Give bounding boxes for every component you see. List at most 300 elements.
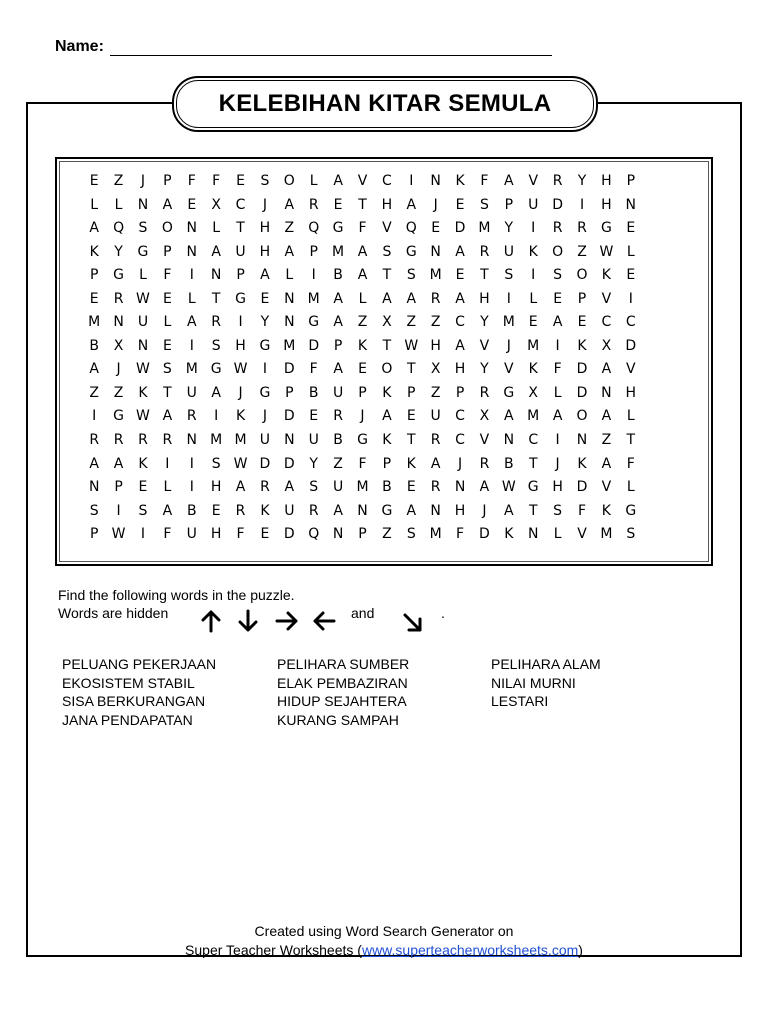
grid-letter: E [626,220,636,237]
grid-letter: I [628,290,633,307]
grid-letter: N [186,432,197,449]
grid-letter: C [381,173,392,189]
grid-letter: P [626,173,636,189]
grid-letter: W [599,243,614,260]
grid-letter: S [211,455,221,472]
grid-letter: N [284,432,295,449]
name-field [55,38,552,56]
word-item: SISA BERKURANGAN [62,693,206,709]
grid-letter: K [455,173,465,189]
grid-letter: P [89,267,99,284]
grid-letter: B [382,479,392,496]
grid-letter: A [235,479,246,496]
grid-letter: C [235,196,246,213]
grid-letter: A [504,173,514,189]
grid-letter: M [234,432,247,449]
grid-letter: A [284,243,295,260]
grid-row [82,311,692,335]
word-item: NILAI MURNI [491,674,576,691]
grid-letter: G [235,290,246,307]
grid-letter: K [357,337,368,354]
grid-row [82,523,692,547]
grid-letter: G [259,384,271,401]
grid-letter: U [186,384,197,401]
grid-letter: A [113,455,124,472]
grid-letter: H [601,196,612,213]
grid-letter: N [88,479,100,496]
grid-row [82,264,692,288]
grid-letter: T [382,337,392,354]
grid-row [82,335,692,359]
grid-letter: O [576,267,588,284]
grid-letter: B [333,267,343,284]
grid-letter: I [311,267,316,284]
grid-letter: R [430,432,441,449]
grid-letter: E [577,314,587,331]
grid-letter: I [555,432,560,449]
grid-letter: P [407,384,416,401]
grid-letter: E [309,408,319,425]
grid-letter: A [333,173,343,189]
grid-letter: N [601,384,612,401]
word-item: PELIHARA ALAM [491,656,601,672]
grid-letter: L [114,196,123,213]
grid-letter: J [262,196,267,213]
grid-letter: Y [260,314,270,331]
grid-letter: V [601,290,612,307]
grid-letter: D [576,361,588,378]
grid-letter: V [357,173,368,189]
grid-letter: U [332,384,344,401]
grid-letter: N [527,526,539,543]
grid-letter: F [309,361,318,378]
grid-letter: K [601,267,611,284]
grid-letter: A [333,290,343,307]
grid-letter: Y [577,173,587,189]
grid-letter: M [307,290,320,307]
grid-letter: N [430,502,441,519]
grid-letter: N [503,432,515,449]
grid-letter: A [162,196,173,213]
grid-letter: L [626,479,635,496]
grid-letter: G [210,361,222,378]
grid-letter: M [210,432,223,449]
grid-letter: W [136,408,150,425]
grid-letter: L [90,196,99,213]
grid-letter: V [479,337,490,354]
grid-letter: F [163,267,172,284]
grid-letter: A [406,196,417,213]
grid-letter: D [283,408,295,425]
grid-letter: M [478,220,491,237]
grid-letter: T [358,196,367,213]
grid-letter: A [162,408,173,425]
grid-letter: E [406,408,416,425]
grid-letter: S [260,173,270,189]
grid-letter: D [259,455,271,472]
grid-letter: D [576,384,588,401]
grid-letter: K [382,384,392,401]
grid-letter: A [455,290,465,307]
grid-letter: G [113,408,125,425]
grid-letter: R [89,432,100,449]
arrow-down-icon [235,608,261,634]
grid-letter: N [137,196,149,213]
grid-letter: C [455,408,465,425]
grid-letter: U [503,243,514,260]
grid-letter: H [235,337,246,354]
grid-letter: G [527,479,539,496]
grid-letter: J [262,408,267,425]
grid-letter: P [504,196,514,213]
grid-letter: R [211,314,222,331]
grid-letter: E [89,173,99,189]
grid-letter: G [625,502,637,519]
grid-letter: R [552,173,563,189]
grid-letter: L [212,220,221,237]
grid-letter: S [553,267,563,284]
grid-letter: U [430,408,441,425]
grid-letter: E [187,196,197,213]
footer-prefix: Super Teacher Worksheets ( [185,942,362,958]
grid-letter: A [382,408,392,425]
grid-letter: X [601,337,612,354]
grid-letter: A [211,384,221,401]
grid-letter: I [189,267,194,284]
grid-row [82,476,692,500]
grid-letter: J [555,455,560,472]
grid-letter: P [163,243,172,260]
grid-letter: N [284,314,295,331]
grid-letter: Y [309,455,318,472]
grid-letter: K [382,432,392,449]
grid-letter: F [163,526,172,543]
grid-letter: E [406,479,416,496]
grid-letter: N [284,290,295,307]
grid-row [82,382,692,406]
grid-letter: Z [284,220,295,237]
grid-letter: P [382,455,392,472]
grid-letter: A [601,361,612,378]
grid-letter: A [382,290,392,307]
grid-letter: V [601,479,612,496]
grid-letter: H [259,220,271,237]
arrow-right-icon [274,608,300,634]
grid-letter: Z [357,314,368,331]
grid-letter: S [211,337,221,354]
grid-letter: L [626,408,635,425]
grid-row [82,358,692,382]
grid-letter: E [528,314,538,331]
word-item: JANA PENDAPATAN [62,711,193,728]
grid-letter: T [236,220,245,237]
grid-letter: U [235,243,246,260]
grid-letter: S [309,479,319,496]
grid-letter: I [238,314,243,331]
grid-letter: I [189,337,194,354]
grid-letter: G [405,243,417,260]
grid-letter: Z [577,243,587,260]
grid-row [82,500,692,524]
grid-letter: K [601,502,611,519]
grid-letter: W [233,361,248,378]
grid-letter: V [626,361,636,378]
grid-letter: Z [113,173,124,189]
grid-letter: F [456,526,465,543]
grid-letter: Z [333,455,343,472]
grid-letter: F [358,220,367,237]
grid-letter: P [577,290,587,307]
grid-letter: E [333,196,343,213]
grid-letter: A [504,502,514,519]
grid-letter: L [309,173,318,189]
grid-letter: E [260,290,270,307]
grid-letter: M [527,337,540,354]
word-item: KURANG SAMPAH [277,711,399,728]
grid-letter: R [308,196,319,213]
grid-letter: E [626,267,636,284]
grid-letter: U [137,314,149,331]
word-item: HIDUP SEJAHTERA [277,693,407,709]
grid-letter: W [111,526,126,543]
word-list-column-3 [491,655,601,711]
instructions [58,586,295,605]
grid-letter: I [531,267,536,284]
grid-letter: W [404,337,419,354]
grid-letter: B [308,384,319,401]
grid-letter: A [406,290,417,307]
grid-letter: C [601,314,612,331]
grid-letter: D [576,479,588,496]
grid-letter: I [214,408,219,425]
grid-letter: N [430,173,441,189]
grid-letter: X [528,384,539,401]
grid-letter: M [600,526,613,543]
grid-letter: E [236,173,245,189]
grid-letter: O [381,361,393,378]
grid-letter: P [285,384,294,401]
grid-letter: J [506,337,511,354]
grid-letter: I [189,455,194,472]
grid-letter: E [89,290,99,307]
footer [0,922,768,960]
word-item: LESTARI [491,693,549,709]
grid-letter: A [479,479,490,496]
grid-row [82,405,692,429]
grid-letter: H [259,243,271,260]
grid-letter: A [455,243,465,260]
grid-letter: E [431,220,441,237]
grid-letter: N [186,243,197,260]
grid-letter: B [89,337,99,354]
grid-letter: L [285,267,294,284]
page-title: KELEBIHAN KITAR SEMULA [218,90,552,117]
grid-letter: Y [504,220,514,237]
grid-row [82,288,692,312]
grid-letter: S [406,267,416,284]
grid-letter: N [625,196,637,213]
grid-letter: D [552,196,563,213]
grid-letter: A [284,479,295,496]
grid-letter: A [552,314,563,331]
grid-letter: A [406,502,417,519]
grid-letter: A [89,361,99,378]
grid-letter: E [358,361,367,378]
grid-letter: V [528,173,539,189]
grid-letter: E [553,290,563,307]
word-list-column-1 [62,655,216,729]
footer-line-1: Created using Word Search Generator on [254,923,514,939]
grid-letter: G [357,432,368,449]
grid-letter: W [136,290,150,307]
arrow-down-right-icon [400,610,426,636]
grid-letter: A [186,314,197,331]
grid-letter: R [430,290,441,307]
grid-letter: O [161,220,173,237]
grid-letter: M [356,479,369,496]
grid-letter: K [138,384,148,401]
grid-letter: D [625,337,637,354]
arrow-up-icon [198,608,224,634]
grid-letter: P [309,243,318,260]
grid-letter: S [504,267,514,284]
grid-row [82,217,692,241]
grid-letter: I [409,173,414,189]
grid-letter: O [576,408,588,425]
grid-letter: W [501,479,516,496]
grid-letter: L [358,290,367,307]
grid-letter: Z [382,526,392,543]
grid-letter: M [332,243,345,260]
grid-row [82,453,692,477]
grid-letter: A [333,314,343,331]
grid-letter: G [600,220,612,237]
grid-letter: G [113,267,125,284]
grid-letter: S [553,502,563,519]
grid-letter: C [455,432,465,449]
grid-letter: W [233,455,248,472]
grid-letter: J [433,196,438,213]
grid-letter: U [308,432,319,449]
grid-letter: E [138,479,148,496]
grid-letter: V [479,432,490,449]
grid-letter: U [332,479,344,496]
grid-letter: H [601,173,612,189]
grid-letter: M [185,361,198,378]
grid-letter: X [479,408,490,425]
grid-letter: L [139,267,147,284]
grid-letter: R [138,432,148,449]
grid-letter: K [235,408,246,425]
grid-letter: E [260,526,270,543]
grid-letter: L [163,314,172,331]
grid-letter: U [284,502,295,519]
name-label: Name: [55,38,104,55]
grid-letter: Q [113,220,125,237]
grid-letter: A [552,408,563,425]
grid-letter: S [138,220,148,237]
grid-letter: Q [405,220,417,237]
grid-letter: N [113,314,124,331]
word-search-grid [82,170,692,547]
grid-letter: P [163,173,172,189]
grid-letter: T [211,290,221,307]
grid-letter: A [601,455,612,472]
grid-letter: H [210,479,222,496]
grid-letter: X [382,314,392,331]
grid-letter: E [455,196,465,213]
grid-letter: A [357,243,368,260]
grid-letter: P [358,526,367,543]
grid-letter: K [577,455,587,472]
grid-letter: U [259,432,271,449]
grid-letter: K [260,502,270,519]
grid-letter: E [211,502,221,519]
grid-letter: T [626,432,636,449]
word-item: EKOSISTEM STABIL [62,674,195,691]
grid-letter: N [210,267,222,284]
grid-letter: F [577,502,587,519]
grid-letter: C [528,432,539,449]
grid-letter: X [113,337,124,354]
grid-letter: L [187,290,196,307]
grid-letter: I [506,290,511,307]
word-list-column-2 [277,655,409,729]
grid-letter: L [529,290,538,307]
grid-letter: H [479,290,490,307]
hidden-label: Words are hidden [58,605,169,621]
grid-letter: F [212,173,221,189]
grid-letter: F [358,455,367,472]
grid-letter: A [211,243,221,260]
grid-letter: A [430,455,441,472]
grid-letter: K [504,526,514,543]
grid-letter: A [89,220,99,237]
grid-letter: D [283,526,295,543]
grid-letter: Z [430,314,441,331]
grid-letter: A [504,408,514,425]
grid-letter: P [89,526,99,543]
website-link[interactable]: www.superteacherworksheets.com [361,942,579,958]
grid-letter: B [333,432,343,449]
grid-letter: T [480,267,489,284]
grid-row [82,194,692,218]
grid-letter: F [553,361,562,378]
grid-letter: A [357,267,368,284]
grid-letter: J [238,384,243,401]
grid-letter: Z [89,384,99,401]
grid-letter: C [455,314,465,331]
grid-letter: U [528,196,539,213]
grid-letter: H [552,479,563,496]
grid-letter: D [308,337,320,354]
word-item: PELUANG PEKERJAAN [62,656,217,672]
grid-letter: I [579,196,585,213]
grid-letter: K [89,243,99,260]
grid-letter: R [113,432,124,449]
grid-letter: G [503,384,515,401]
grid-letter: S [480,196,489,213]
grid-letter: J [482,502,487,519]
grid-letter: K [138,455,148,472]
title-banner [172,76,598,132]
grid-letter: H [381,196,393,213]
grid-letter: M [502,314,515,331]
grid-letter: S [626,526,636,543]
grid-letter: A [601,408,612,425]
grid-letter: T [406,361,416,378]
grid-letter: H [454,361,466,378]
